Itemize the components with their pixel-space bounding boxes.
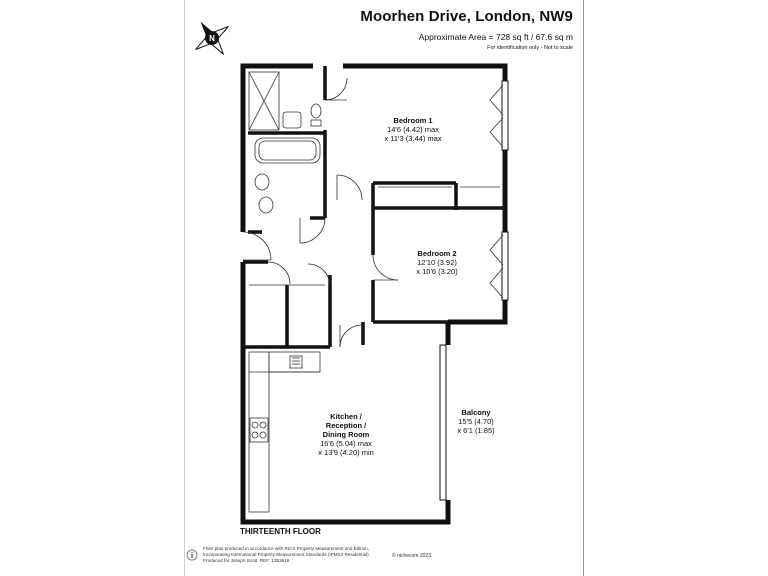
room-dimension: 15'5 (4.70) <box>458 417 494 426</box>
page-title: Moorhen Drive, London, NW9 <box>360 8 573 25</box>
compass-letter: N <box>209 34 215 43</box>
room-label-bedroom-1 <box>384 116 441 143</box>
floor-label: THIRTEENTH FLOOR <box>240 527 321 536</box>
room-name: Bedroom 2 <box>417 249 457 258</box>
room-label-kitchen <box>318 412 374 457</box>
room-dimension: x 11'3 (3.44) max <box>384 134 442 143</box>
footer-line: Produced for Joseph Scott. REF: 1353618 <box>203 558 290 563</box>
room-name: Kitchen / <box>330 412 362 421</box>
room-name: Reception / <box>325 421 367 430</box>
room-name: Bedroom 1 <box>393 116 433 125</box>
room-name: Balcony <box>461 408 491 417</box>
brand-credit: © nichecom 2023. <box>392 553 433 559</box>
footer-line: Incorporating International Property Measurement Standards (IPMS2 Residential). <box>203 552 370 557</box>
room-dimension: 16'6 (5.04) max <box>320 439 372 448</box>
room-dimension: 12'10 (3.92) <box>417 258 457 267</box>
approximate-area: Approximate Area = 728 sq ft / 67.6 sq m <box>418 32 573 42</box>
footer-line: Floor plan produced in accordance with RICS Property Measurement 2nd Edition, <box>203 546 369 551</box>
info-icon <box>186 548 198 562</box>
room-label-bedroom-2 <box>416 249 457 276</box>
floorplan-page <box>184 0 584 576</box>
room-dimension: x 10'6 (3.20) <box>416 267 458 276</box>
room-label-balcony <box>457 408 494 435</box>
room-name: Dining Room <box>322 430 370 439</box>
room-dimension: x 13'9 (4.20) min <box>318 448 374 457</box>
scale-note: For identification only - Not to scale <box>487 45 573 51</box>
compass-icon <box>190 16 234 60</box>
room-dimension: 14'6 (4.42) max <box>387 125 439 134</box>
room-dimension: x 6'1 (1.85) <box>457 426 495 435</box>
footer-disclaimer <box>203 546 408 564</box>
